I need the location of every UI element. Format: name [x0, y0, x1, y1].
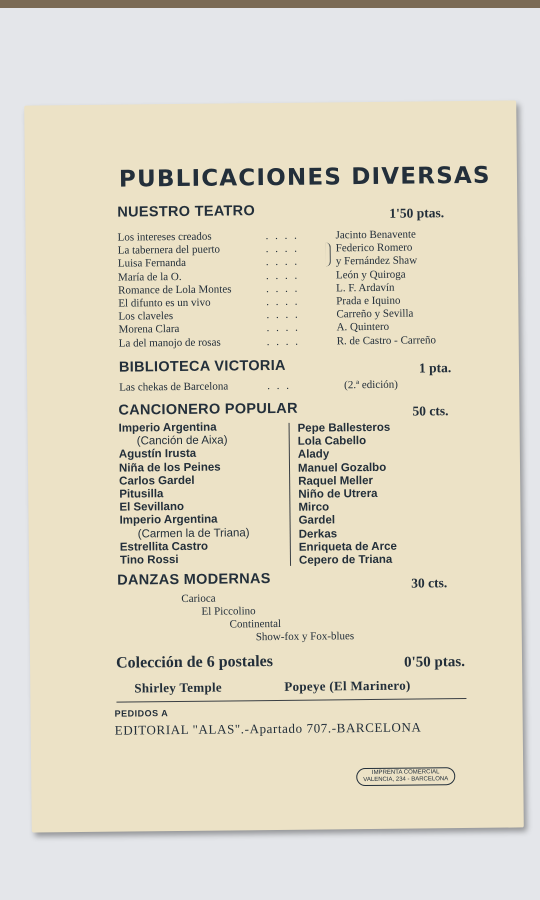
- dot-leader: . . .: [267, 379, 291, 393]
- cancionero-artist: Pepe Ballesteros: [297, 421, 391, 435]
- cancionero-artist: Raquel Meller: [298, 474, 373, 488]
- cancionero-artist: Pitusilla: [119, 488, 164, 501]
- background-edge: [0, 0, 540, 8]
- biblioteca-item: Las chekas de Barcelona: [119, 380, 229, 394]
- danzas-heading: DANZAS MODERNAS: [117, 571, 271, 589]
- printer-imprint: [356, 767, 455, 786]
- cancionero-artist: Imperio Argentina: [119, 513, 218, 527]
- postales-price: 0'50 ptas.: [403, 654, 465, 671]
- cancionero-artist: Alady: [297, 448, 330, 462]
- pedidos-address: EDITORIAL "ALAS".-Apartado 707.-BARCELONA: [114, 719, 422, 738]
- teatro-title: María de la O.: [117, 270, 182, 284]
- cancionero-artist: Mirco: [298, 501, 330, 514]
- biblioteca-edition: (2.ª edición): [344, 378, 398, 392]
- teatro-author: y Fernández Shaw: [335, 254, 418, 268]
- danza-item: Continental: [229, 617, 282, 631]
- cancionero-artist: Niño de Utrera: [298, 487, 378, 501]
- teatro-title: Los claveles: [118, 310, 174, 323]
- column-divider: [289, 423, 291, 566]
- teatro-title: Los intereses creados: [117, 230, 212, 244]
- cancionero-artist: Imperio Argentina: [118, 421, 217, 435]
- page-title: PUBLICACIONES DIVERSAS: [118, 162, 491, 193]
- cancionero-artist: Manuel Gozalbo: [297, 461, 387, 475]
- teatro-title: El difunto es un vivo: [118, 296, 211, 310]
- teatro-author: Federico Romero: [335, 241, 413, 255]
- cancionero-right-list: [298, 422, 398, 568]
- postales-heading: Colección de 6 postales: [115, 653, 274, 672]
- danza-item: El Piccolino: [201, 605, 256, 618]
- cancionero-artist: Lola Cabello: [297, 435, 367, 448]
- teatro-author: R. de Castro - Carreño: [336, 333, 437, 347]
- divider-rule: [116, 698, 466, 703]
- cancionero-left-list: [119, 421, 250, 567]
- teatro-title: La tabernera del puerto: [117, 243, 221, 257]
- cancionero-artist: Gardel: [298, 514, 336, 528]
- imprint-line: VALENCIA, 234 - BARCELONA: [363, 776, 449, 784]
- teatro-author: Jacinto Benavente: [335, 228, 416, 242]
- cancionero-artist: Carlos Gardel: [119, 474, 195, 488]
- dot-leader: . . . .: [265, 229, 299, 243]
- teatro-author: Carreño y Sevilla: [336, 307, 414, 321]
- cancionero-artist: Estrellita Castro: [119, 540, 209, 554]
- pedidos-label: PEDIDOS A: [114, 708, 169, 719]
- teatro-price: 1'50 ptas.: [389, 205, 445, 221]
- imprint-line: IMPRENTA COMERCIAL: [371, 769, 440, 776]
- danza-item: Carioca: [181, 592, 216, 605]
- cancionero-artist: Enriqueta de Arce: [298, 540, 397, 554]
- dot-leader: . . . .: [266, 282, 300, 295]
- booklet-back-cover: [24, 100, 524, 832]
- teatro-author: L. F. Ardavín: [336, 281, 395, 295]
- cancionero-artist: Agustín Irusta: [118, 448, 197, 461]
- biblioteca-heading: BIBLIOTECA VICTORIA: [118, 357, 286, 376]
- cancionero-price: 50 cts.: [412, 403, 449, 419]
- cancionero-artist: El Sevillano: [119, 501, 185, 514]
- danzas-price: 30 cts.: [411, 575, 448, 591]
- dot-leader: . . . .: [266, 295, 300, 309]
- postal-item: Popeye (El Marinero): [284, 677, 411, 694]
- cancionero-artist: Tino Rossi: [119, 553, 179, 567]
- teatro-title: La del manojo de rosas: [118, 336, 221, 350]
- teatro-title: Romance de Lola Montes: [118, 283, 232, 297]
- teatro-heading: NUESTRO TEATRO: [117, 203, 256, 221]
- cancionero-subtitle: (Carmen la de Triana): [137, 526, 250, 540]
- postal-item: Shirley Temple: [134, 679, 223, 696]
- teatro-author: Prada e Iquino: [336, 294, 401, 308]
- teatro-title: Luisa Fernanda: [117, 257, 187, 270]
- teatro-author: León y Quiroga: [335, 268, 406, 281]
- danza-item: Show-fox y Fox-blues: [255, 630, 355, 644]
- brace-mark: [326, 242, 331, 266]
- teatro-leaders: [266, 230, 300, 349]
- dot-leader: . . . .: [266, 335, 301, 348]
- cancionero-artist: Derkas: [298, 527, 338, 541]
- dot-leader: . . . .: [265, 269, 300, 282]
- cancionero-subtitle: (Canción de Aixa): [136, 434, 228, 448]
- cancionero-heading: CANCIONERO POPULAR: [118, 400, 298, 419]
- teatro-authors: [336, 228, 437, 348]
- dot-leader: . . . .: [265, 256, 300, 269]
- dot-leader: . . . .: [266, 322, 300, 335]
- dot-leader: . . . .: [266, 308, 300, 322]
- teatro-author: A. Quintero: [336, 321, 390, 334]
- teatro-title: Morena Clara: [118, 323, 180, 336]
- cancionero-artist: Niña de los Peines: [118, 461, 221, 475]
- teatro-titles: [118, 230, 233, 350]
- cancionero-artist: Cepero de Triana: [298, 553, 393, 567]
- biblioteca-price: 1 pta.: [418, 360, 452, 376]
- dot-leader: . . . .: [265, 242, 300, 256]
